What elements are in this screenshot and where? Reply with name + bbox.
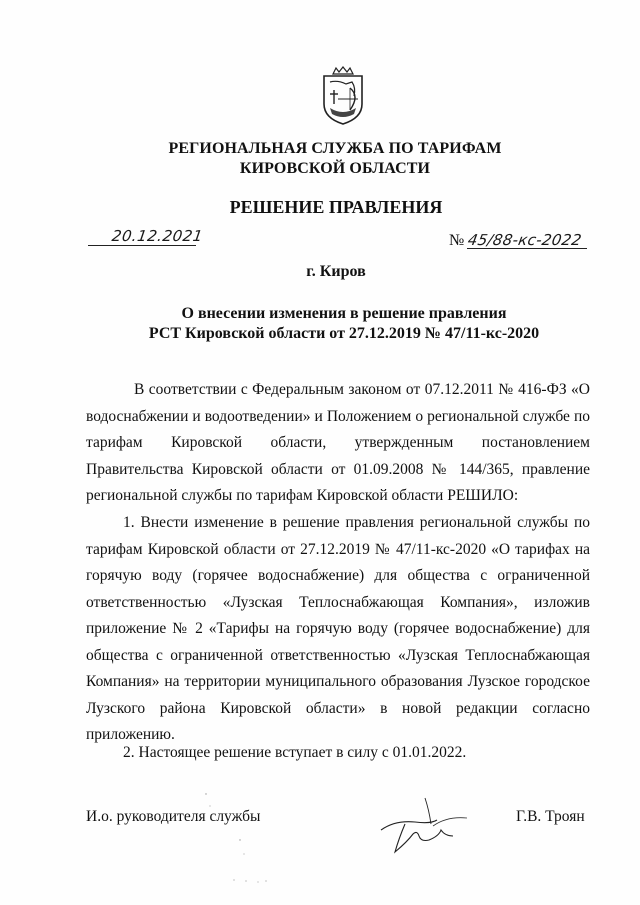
signer-role: И.о. руководителя службы (86, 808, 261, 825)
organization-name-line1: РЕГИОНАЛЬНАЯ СЛУЖБА ПО ТАРИФАМ (168, 140, 502, 157)
city-name: г. Киров (306, 263, 366, 280)
kirov-region-coat-of-arms-icon (316, 66, 370, 126)
organization-name-line2: КИРОВСКОЙ ОБЛАСТИ (239, 160, 431, 177)
number-underline (467, 248, 587, 249)
document-type-title: РЕШЕНИЕ ПРАВЛЕНИЯ (229, 197, 443, 217)
handwritten-signature-icon (375, 790, 485, 860)
document-number-field (449, 229, 589, 251)
scan-noise-specks (200, 790, 280, 890)
signer-name: Г.В. Троян (516, 808, 585, 825)
subject-line2: РСТ Кировской области от 27.12.2019 № 47/11-кс-2020 (148, 325, 540, 342)
preamble-paragraph: В соответствии с Федеральным законом от 07.12.2011 № 416-ФЗ «О водоснабжении и водоотведении» и Положением о региональной службе по тарифам Кировской области, утвержденным постановлением Правительства Кировской области от 01.09.2008 № 144/365, правление региональной службы по тарифам Кировской области РЕШИЛО: (86, 381, 590, 504)
document-number: 45/88-кс-2022 (466, 231, 584, 249)
document-date: 20.12.2021 (110, 227, 205, 245)
document-date-field (88, 227, 205, 248)
date-underline (88, 245, 196, 246)
subject-line1: О внесении изменения в решение правления (181, 305, 507, 322)
decision-item-1: 1. Внести изменение в решение правления региональной службы по тарифам Кировской области от 27.12.2019 № 47/11-кс-2020 «О тарифах на горячую воду (горячее водоснабжение) для общества с ограниченной ответственностью «Лузская Теплоснабжающая Компания», изложив приложение № 2 «Тарифы на горячую воду (горячее водоснабжение) для общества с ограниченной ответственностью «Лузская Теплоснабжающая Компания» на территории муниципального образования Лузское городское Лузского района Кировской области» в новой редакции согласно приложению. (86, 514, 590, 743)
decision-item-2: 2. Настоящее решение вступает в силу с 01.01.2022. (123, 744, 467, 761)
number-sign: № (449, 232, 465, 249)
